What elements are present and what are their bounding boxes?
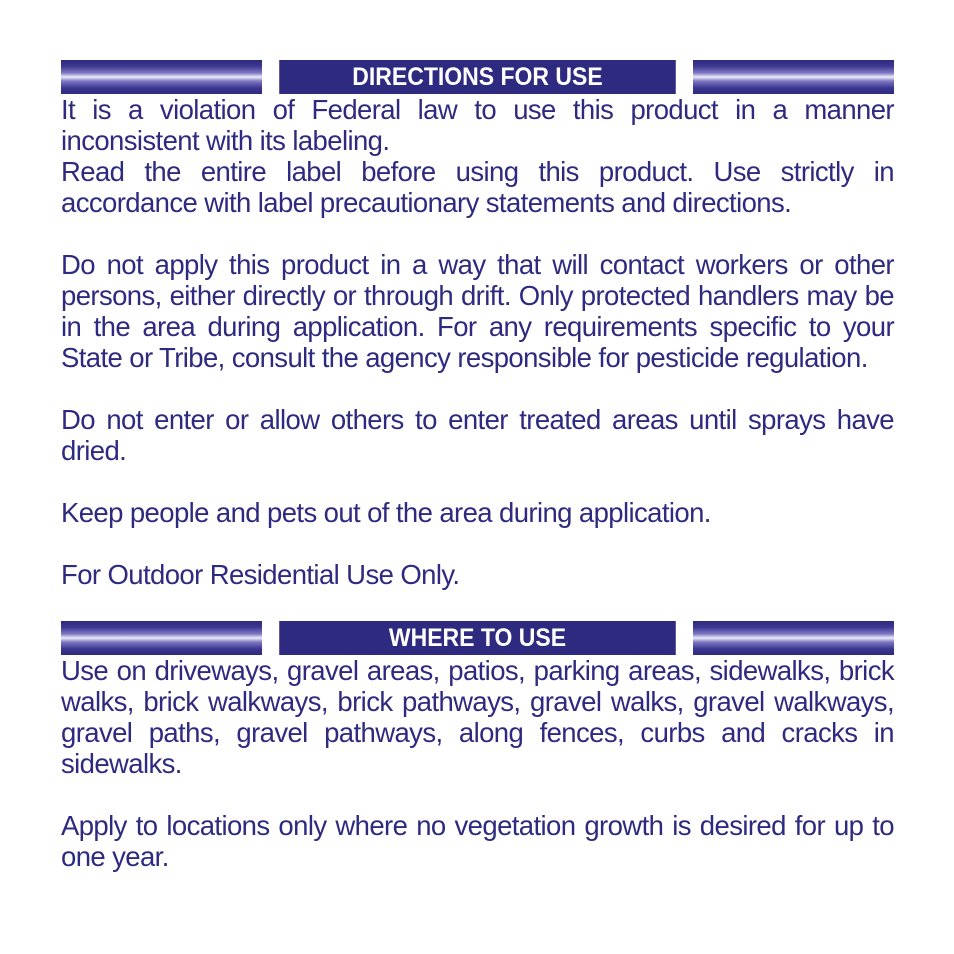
label-page <box>61 60 894 872</box>
apply-paragraph: Apply to locations only where no vegetation growth is desired for up to one year. <box>61 810 894 872</box>
where-banner <box>61 621 894 655</box>
where-heading: WHERE TO USE <box>279 621 676 655</box>
banner-right-bar <box>693 621 894 655</box>
people-pets-paragraph: Keep people and pets out of the area during application. <box>61 497 711 528</box>
directions-banner <box>61 60 894 94</box>
banner-left-bar <box>61 60 262 94</box>
drift-paragraph: Do not apply this product in a way that will contact workers or other persons, either directly or through drift. Only protected handlers may be in the area during application. For any requirements specific to your State or Tribe, consult the agency responsible for pesticide regulation. <box>61 249 894 373</box>
reentry-paragraph: Do not enter or allow others to enter treated areas until sprays have dried. <box>61 404 894 466</box>
locations-paragraph: Use on driveways, gravel areas, patios, parking areas, sidewalks, brick walks, brick walkways, brick pathways, gravel walks, gravel walkways, gravel paths, gravel pathways, along fences, curbs and cracks in sidewalks. <box>61 655 894 779</box>
federal-law-paragraph: It is a violation of Federal law to use this product in a manner inconsistent with its labeling. <box>61 94 894 156</box>
banner-right-bar <box>693 60 894 94</box>
read-label-paragraph: Read the entire label before using this product. Use strictly in accordance with label precautionary statements and directions. <box>61 156 894 218</box>
outdoor-use-paragraph: For Outdoor Residential Use Only. <box>61 559 460 590</box>
banner-left-bar <box>61 621 262 655</box>
directions-heading: DIRECTIONS FOR USE <box>279 60 676 94</box>
